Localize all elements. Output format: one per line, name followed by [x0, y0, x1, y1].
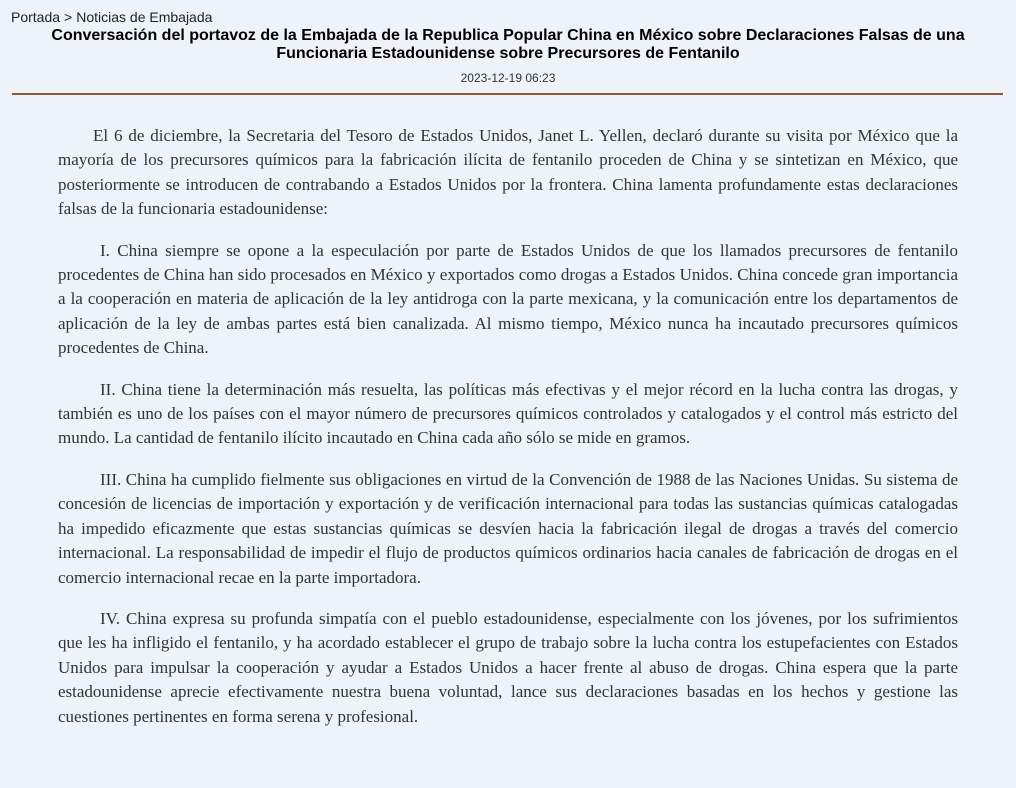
article-body: [58, 124, 958, 746]
article-paragraph-point-4: IV. China expresa su profunda simpatía con el pueblo estadounidense, especialmente con los jóvenes, por los sufrimientos que les ha infligido el fentanilo, y ha acordado establecer el grupo de trabajo sobre la lucha contra los estupefacientes con Estados Unidos para impulsar la cooperación y ayudar a Estados Unidos a hacer frente al abuso de drogas. China espera que la parte estadounidense aprecie efectivamente nuestra buena voluntad, lance sus declaraciones basadas en los hechos y gestione las cuestiones pertinentes en forma serena y profesional.: [58, 608, 958, 726]
breadcrumb-home-link[interactable]: Portada: [11, 9, 61, 25]
article-date: 2023-12-19 06:23: [460, 71, 556, 85]
article-paragraph-intro: El 6 de diciembre, la Secretaria del Tesoro de Estados Unidos, Janet L. Yellen, declaró durante su visita por México que la mayoría de los precursores químicos para la fabricación ilícita de fentanilo proceden de China y se sintetizan en México, que posteriormente se introducen de contrabando a Estados Unidos por la frontera. China lamenta profundamente estas declaraciones falsas de la funcionaria estadounidense:: [58, 126, 958, 219]
breadcrumb-separator: >: [64, 9, 73, 25]
article-title: Conversación del portavoz de la Embajada de la Republica Popular China en México sobre Declaraciones Falsas de una Funcionaria Estadounidense sobre Precursores de Fentanilo: [51, 27, 965, 62]
breadcrumb: [11, 9, 212, 26]
breadcrumb-section-link[interactable]: Noticias de Embajada: [76, 9, 213, 25]
article-paragraph-point-2: II. China tiene la determinación más resuelta, las políticas más efectivas y el mejor récord en la lucha contra las drogas, y también es uno de los países con el mayor número de precursores químicos controlados y catalogados y el control más estricto del mundo. La cantidad de fentanilo ilícito incautado en China cada año sólo se mide en gramos.: [58, 379, 958, 448]
article-paragraph-point-1: I. China siempre se opone a la especulación por parte de Estados Unidos de que los llamados precursores de fentanilo procedentes de China han sido procesados en México y exportados como drogas a Estados Unidos. China concede gran importancia a la cooperación en materia de aplicación de la ley antidroga con la parte mexicana, y la comunicación entre los departamentos de aplicación de la ley de ambas partes está bien canalizada. Al mismo tiempo, México nunca ha incautado precursores químicos procedentes de China.: [58, 240, 958, 358]
article-paragraph-point-3: III. China ha cumplido fielmente sus obligaciones en virtud de la Convención de 1988 de las Naciones Unidas. Su sistema de concesión de licencias de importación y exportación y de verificación internacional para todas las sustancias químicas catalogadas ha impedido eficazmente que estas sustancias químicas se desvíen hacia la fabricación ilegal de drogas a través del comercio internacional. La responsabilidad de impedir el flujo de productos químicos ordinarios hacia canales de fabricación de drogas en el comercio internacional recae en la parte importadora.: [58, 469, 958, 587]
title-divider: [12, 93, 1003, 95]
